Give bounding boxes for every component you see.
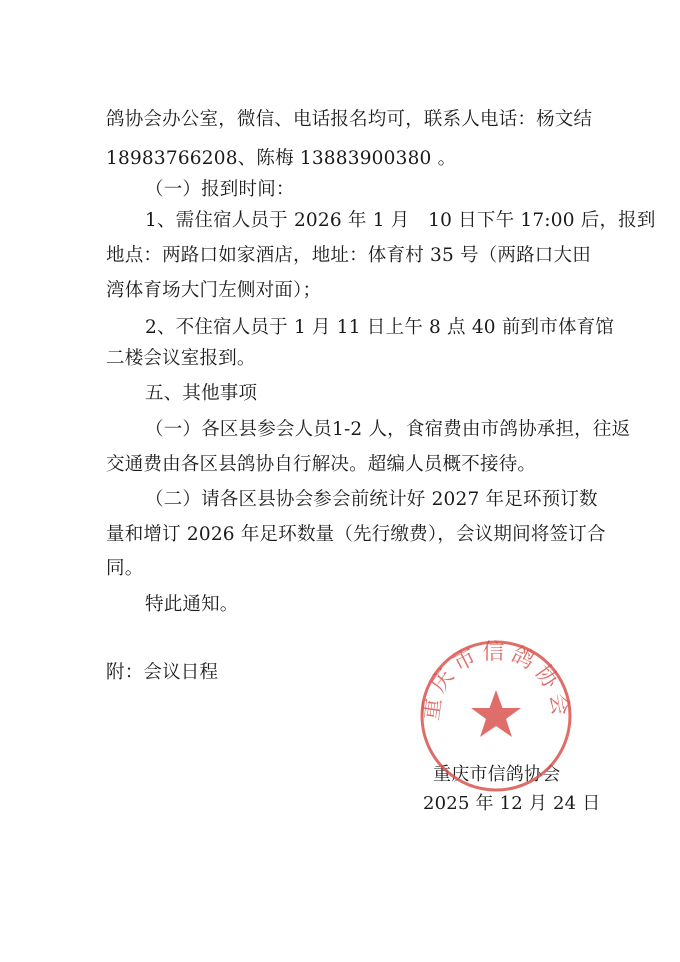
signature-date: 2025 年 12 月 24 日 (423, 793, 601, 814)
paragraph-line: 同。 (106, 558, 144, 579)
paragraph-line: 1、需住宿人员于 2026 年 1 月 10 日下午 17:00 后，报到 (145, 210, 656, 231)
paragraph-line: 量和增订 2026 年足环数量（先行缴费），会议期间将签订合 (106, 524, 606, 545)
section-heading: 五、其他事项 (145, 383, 258, 404)
closing-line: 特此通知。 (145, 594, 239, 615)
signature-organization: 重庆市信鸽协会 (433, 764, 561, 785)
paragraph-line: 湾体育场大门左侧对面）； (106, 280, 322, 301)
official-seal (418, 638, 574, 794)
paragraph-line: 地点：两路口如家酒店，地址：体育村 35 号（两路口大田 (106, 245, 591, 266)
paragraph-line: 交通费由各区县鸽协自行解决。超编人员概不接待。 (106, 454, 537, 475)
paragraph-line: （一）报到时间： (145, 179, 295, 200)
paragraph-line: 2、不住宿人员于 1 月 11 日上午 8 点 40 前到市体育馆 (145, 317, 615, 338)
paragraph-line: 二楼会议室报到。 (106, 348, 256, 369)
paragraph-line: （一）各区县参会人员1-2 人，食宿费由市鸽协承担，往返 (145, 419, 631, 440)
paragraph-line: 18983766208、陈梅 13883900380 。 (106, 148, 457, 169)
star-icon (471, 690, 521, 737)
paragraph-line: （二）请各区县协会参会前统计好 2027 年足环预订数 (145, 489, 598, 510)
paragraph-line: 鸽协会办公室，微信、电话报名均可，联系人电话：杨文结 (106, 109, 593, 130)
attachment-note: 附：会议日程 (106, 662, 219, 683)
seal-text: 重庆市信鸽协会 (418, 640, 574, 722)
